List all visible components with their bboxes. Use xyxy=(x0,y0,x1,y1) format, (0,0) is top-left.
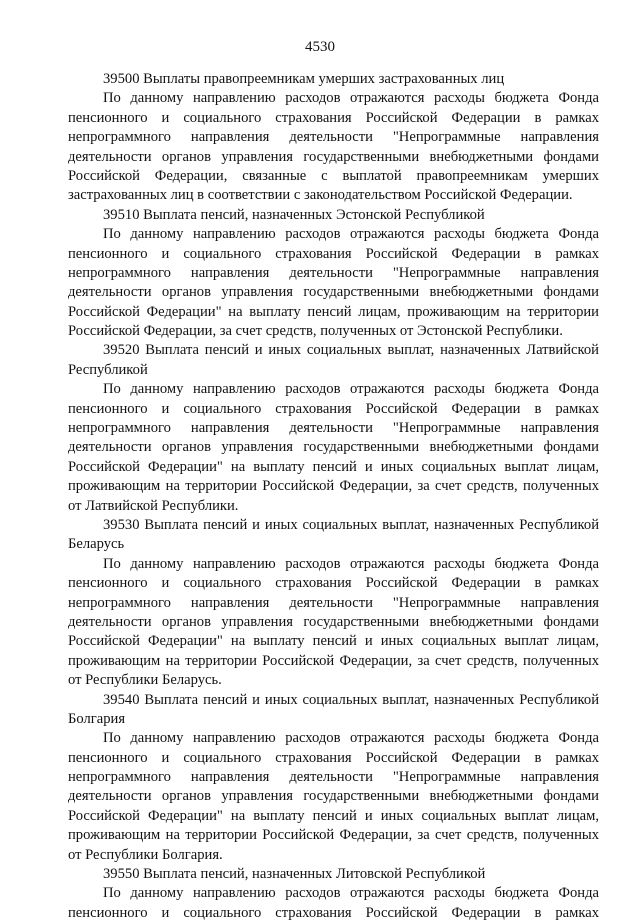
text-line: Российской Федерации" на выплату пенсий и иных социальных выплат лицам, xyxy=(68,807,599,824)
text-line: Российской Федерации" на выплату пенсий лицам, проживающим на территории xyxy=(68,303,599,320)
text-line: деятельности органов управления государственными внебюджетными фондами xyxy=(68,613,599,630)
text-line: непрограммного направления деятельности "Непрограммные направления xyxy=(68,420,599,437)
text-line: непрограммного направления деятельности "Непрограммные направления xyxy=(68,769,599,786)
text-line: По данному направлению расходов отражаются расходы бюджета Фонда xyxy=(103,381,599,398)
text-line: Российской Федерации, связанные с выплатой правопреемникам умерших xyxy=(68,167,599,184)
text-line: деятельности органов управления государственными внебюджетными фондами xyxy=(68,148,599,165)
text-line: проживающим на территории Российской Федерации, за счет средств, полученных xyxy=(68,478,599,495)
text-line: Российской Федерации" на выплату пенсий и иных социальных выплат лицам, xyxy=(68,633,599,650)
text-line: проживающим на территории Российской Федерации, за счет средств, полученных xyxy=(68,652,599,669)
text-line: деятельности органов управления государственными внебюджетными фондами xyxy=(68,284,599,301)
text-line: непрограммного направления деятельности "Непрограммные направления xyxy=(68,129,599,146)
text-line: 39550 Выплата пенсий, назначенных Литовской Республикой xyxy=(103,866,486,883)
text-line: По данному направлению расходов отражаются расходы бюджета Фонда xyxy=(103,226,599,243)
text-line: Беларусь xyxy=(68,536,125,553)
text-line: 39520 Выплата пенсий и иных социальных выплат, назначенных Латвийской xyxy=(103,342,599,359)
text-line: пенсионного и социального страхования Российской Федерации в рамках xyxy=(68,749,599,766)
text-line: По данному направлению расходов отражаются расходы бюджета Фонда xyxy=(103,555,599,572)
text-line: Республикой xyxy=(68,361,148,378)
text-line: Российской Федерации, за счет средств, полученных от Эстонской Республики. xyxy=(68,323,563,340)
text-line: 39540 Выплата пенсий и иных социальных выплат, назначенных Республикой xyxy=(103,691,599,708)
text-line: деятельности органов управления государственными внебюджетными фондами xyxy=(68,439,599,456)
text-line: от Латвийской Республики. xyxy=(68,497,239,514)
text-line: пенсионного и социального страхования Российской Федерации в рамках xyxy=(68,109,599,126)
text-line: пенсионного и социального страхования Российской Федерации в рамках xyxy=(68,904,599,921)
text-line: 39500 Выплаты правопреемникам умерших застрахованных лиц xyxy=(103,71,505,87)
text-line: проживающим на территории Российской Федерации, за счет средств, полученных xyxy=(68,827,599,844)
text-line: пенсионного и социального страхования Российской Федерации в рамках xyxy=(68,245,599,262)
text-line: застрахованных лиц в соответствии с законодательством Российской Федерации. xyxy=(68,187,573,204)
text-line: от Республики Болгария. xyxy=(68,846,223,863)
text-line: от Республики Беларусь. xyxy=(68,672,222,689)
text-line: Болгария xyxy=(68,710,126,727)
text-line: непрограммного направления деятельности "Непрограммные направления xyxy=(68,594,599,611)
document-body xyxy=(68,70,599,923)
text-line: пенсионного и социального страхования Российской Федерации в рамках xyxy=(68,400,599,417)
page-number: 4530 xyxy=(305,39,335,55)
text-line: непрограммного направления деятельности "Непрограммные направления xyxy=(68,264,599,281)
text-line: пенсионного и социального страхования Российской Федерации в рамках xyxy=(68,575,599,592)
text-line: деятельности органов управления государственными внебюджетными фондами xyxy=(68,788,599,805)
text-line: 39510 Выплата пенсий, назначенных Эстонской Республикой xyxy=(103,206,485,223)
text-line: По данному направлению расходов отражаются расходы бюджета Фонда xyxy=(103,90,599,107)
text-line: По данному направлению расходов отражаются расходы бюджета Фонда xyxy=(103,885,599,902)
text-line: Российской Федерации" на выплату пенсий и иных социальных выплат лицам, xyxy=(68,458,599,475)
text-line: По данному направлению расходов отражаются расходы бюджета Фонда xyxy=(103,730,599,747)
text-line: 39530 Выплата пенсий и иных социальных выплат, назначенных Республикой xyxy=(103,516,599,533)
